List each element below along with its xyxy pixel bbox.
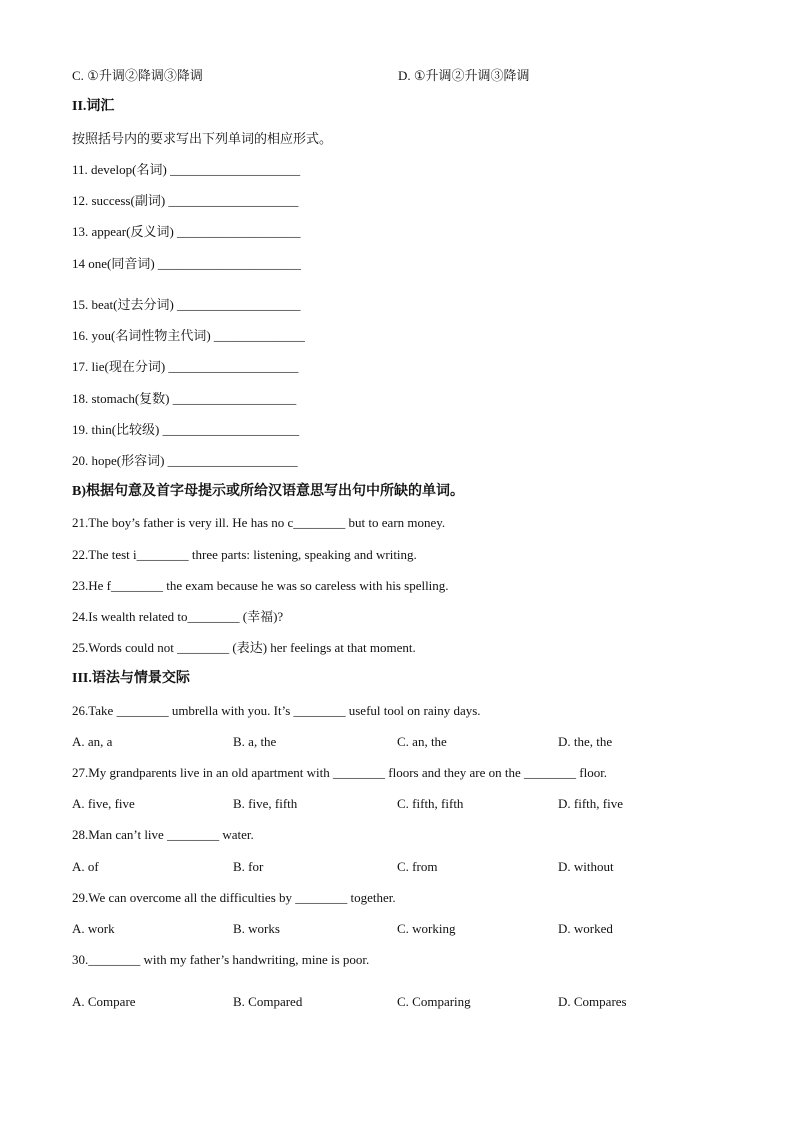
sentence-25: 25.Words could not ________ (表达) her feelings at that moment.: [72, 640, 416, 655]
q27-option-a: A. five, five: [72, 796, 135, 811]
q29-option-d: D. worked: [558, 921, 613, 936]
q30-option-d: D. Compares: [558, 994, 627, 1009]
question-26-stem: 26.Take ________ umbrella with you. It’s ________ useful tool on rainy days.: [72, 703, 481, 718]
vocab-item-14: 14 one(同音词) ______________________: [72, 256, 301, 271]
sentence-21: 21.The boy’s father is very ill. He has no c________ but to earn money.: [72, 515, 446, 530]
q28-option-c: C. from: [397, 859, 438, 874]
section-title-fill-blank: B)根据句意及首字母提示或所给汉语意思写出句中所缺的单词。: [72, 484, 464, 499]
q28-option-a: A. of: [72, 859, 99, 874]
sentence-23: 23.He f________ the exam because he was so careless with his spelling.: [72, 578, 449, 593]
q26-option-c: C. an, the: [397, 734, 447, 749]
vocab-item-15: 15. beat(过去分词) ___________________: [72, 297, 301, 312]
question-30-stem: 30.________ with my father’s handwriting, mine is poor.: [72, 952, 370, 967]
q26-option-a: A. an, a: [72, 734, 113, 749]
vocab-item-16: 16. you(名词性物主代词) ______________: [72, 328, 305, 343]
q27-option-b: B. five, fifth: [233, 796, 298, 811]
section-instruction: 按照括号内的要求写出下列单词的相应形式。: [72, 131, 333, 146]
section-title-vocabulary: II.词汇: [72, 99, 115, 114]
q26-option-b: B. a, the: [233, 734, 277, 749]
q29-option-c: C. working: [397, 921, 456, 936]
sentence-22: 22.The test i________ three parts: listening, speaking and writing.: [72, 547, 417, 562]
vocab-item-12: 12. success(副词) ____________________: [72, 193, 299, 208]
vocab-item-13: 13. appear(反义词) ___________________: [72, 224, 301, 239]
q27-option-d: D. fifth, five: [558, 796, 623, 811]
option-d: D. ①升调②升调③降调: [398, 68, 530, 83]
q30-option-c: C. Comparing: [397, 994, 471, 1009]
sentence-24: 24.Is wealth related to________ (幸福)?: [72, 609, 284, 624]
option-c: C. ①升调②降调③降调: [72, 68, 203, 83]
q28-option-b: B. for: [233, 859, 264, 874]
q29-option-a: A. work: [72, 921, 115, 936]
section-title-grammar: III.语法与情景交际: [72, 671, 190, 686]
vocab-item-11: 11. develop(名词) ____________________: [72, 162, 301, 177]
question-27-stem: 27.My grandparents live in an old apartment with ________ floors and they are on the ________ floor.: [72, 765, 608, 780]
q30-option-a: A. Compare: [72, 994, 136, 1009]
q29-option-b: B. works: [233, 921, 280, 936]
vocab-item-19: 19. thin(比较级) _____________________: [72, 422, 300, 437]
q27-option-c: C. fifth, fifth: [397, 796, 464, 811]
vocab-item-20: 20. hope(形容词) ____________________: [72, 453, 298, 468]
vocab-item-17: 17. lie(现在分词) ____________________: [72, 359, 299, 374]
vocab-item-18: 18. stomach(复数) ___________________: [72, 391, 297, 406]
question-29-stem: 29.We can overcome all the difficulties by ________ together.: [72, 890, 396, 905]
q26-option-d: D. the, the: [558, 734, 613, 749]
q28-option-d: D. without: [558, 859, 614, 874]
question-28-stem: 28.Man can’t live ________ water.: [72, 827, 254, 842]
q30-option-b: B. Compared: [233, 994, 303, 1009]
